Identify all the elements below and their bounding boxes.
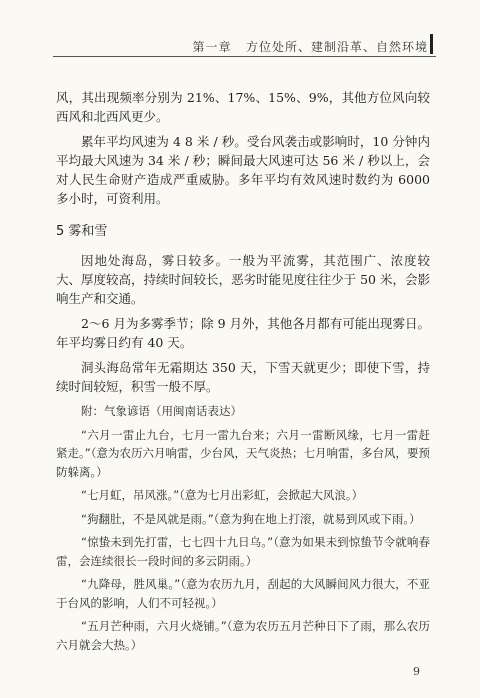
- proverb-2: “七月虹，吊风涨。”（意为七月出彩虹，会掀起大风浪。）: [81, 488, 364, 502]
- proverb-3: “狗翻肚，不是风就是雨。”（意为狗在地上打滚，就易到风或下雨。）: [81, 511, 421, 526]
- running-header: [193, 38, 428, 55]
- chapter-title: 方位处所、建制沿革、自然环境: [245, 40, 428, 54]
- proverbs-intro: 附：气象谚语（用闽南话表达）: [81, 404, 242, 418]
- proverb-6: “五月芒种雨，六月火烧铺。”（意为农历五月芒种日下了雨，那么农历六月就会大热。）: [56, 619, 430, 652]
- header-bar: [430, 34, 433, 54]
- page-number: 9: [413, 665, 420, 678]
- paragraph-wind-frequency: 风，其出现频率分别为 21%、17%、15%、9%，其他方位风向较西风和北西风更少。: [56, 90, 430, 124]
- paragraph-wind-speed: 累年平均风速为 4 8 米 / 秒。受台风袭击或影响时，10 分钟内平均最大风速为 34 米 / 秒；瞬间最大风速可达 56 米 / 秒以上，会对人民生命财产造成严重威胁。多年平均有效风速时数约为 6000 多小时，可资利用。: [56, 134, 430, 206]
- proverb-1: “六月一雷止九台，七月一雷九台来；六月一雷断风缘，七月一雷赶紧走。”（意为农历六月响雷，少台风，天气炎热；七月响雷，多台风，要预防躲离。）: [56, 427, 430, 479]
- proverb-4: “惊蛰未到先打雷，七七四十九日乌。”（意为如果未到惊蛰节令就响春雷，会连续很长一段时间的多云阴雨。）: [56, 535, 430, 568]
- paragraph-fog: 因地处海岛，雾日较多。一般为平流雾，其范围广、浓度较大、厚度较高，持续时间较长，恶劣时能见度往往少于 50 米，会影响生产和交通。: [56, 253, 430, 306]
- chapter-label: 第一章: [192, 40, 232, 54]
- page-body: [56, 88, 430, 659]
- proverb-5: “九降母，胜风巢。”（意为农历九月，刮起的大风瞬间风力很大，不亚于台风的影响，人们不可轻视。）: [56, 577, 430, 610]
- paragraph-snow: 洞头海岛常年无霜期达 350 天，下雪天就更少；即使下雪，持续时间较短，积雪一般不厚。: [56, 360, 430, 394]
- section-heading-fog-snow: 5 雾和雪: [56, 224, 108, 239]
- paragraph-fog-season: 2～6 月为多雾季节；除 9 月外，其他各月都有可能出现雾日。年平均雾日约有 40 天。: [56, 316, 430, 350]
- header-rule: [53, 56, 436, 57]
